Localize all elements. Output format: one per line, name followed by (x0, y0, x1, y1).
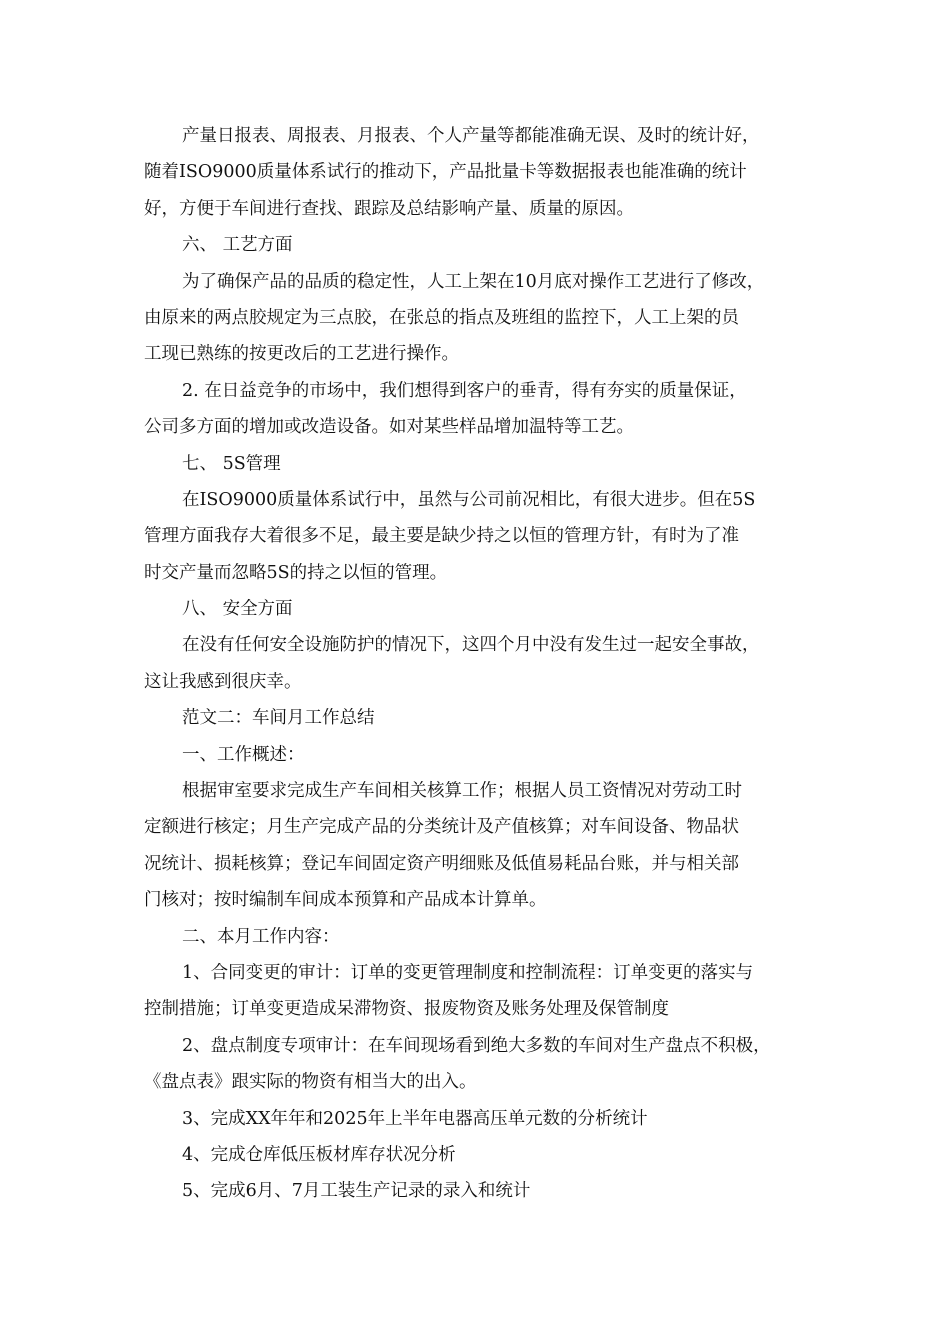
text-line: 范文二：车间月工作总结 (182, 708, 375, 729)
text-line: 一、工作概述： (182, 744, 305, 765)
text-line: 由原来的两点胶规定为三点胶，在张总的指点及班组的监控下，人工上架的员 (144, 307, 739, 328)
text-line: 好，方便于车间进行查找、跟踪及总结影响产量、质量的原因。 (144, 198, 634, 219)
text-line: 1、合同变更的审计：订单的变更管理制度和控制流程：订单变更的落实与 (182, 962, 754, 983)
text-line: 公司多方面的增加或改造设备。如对某些样品增加温特等工艺。 (144, 417, 634, 438)
text-line: 门核对；按时编制车间成本预算和产品成本计算单。 (144, 890, 547, 911)
document-body (144, 118, 816, 1210)
text-line: 随着ISO9000质量体系试行的推动下，产品批量卡等数据报表也能准确的统计 (144, 162, 747, 183)
text-line: 3、完成XX年年和2025年上半年电器高压单元数的分析统计 (182, 1108, 648, 1129)
text-line: 定额进行核定；月生产完成产品的分类统计及产值核算；对车间设备、物品状 (144, 817, 739, 838)
text-line: 六、 工艺方面 (182, 235, 293, 256)
text-line: 在ISO9000质量体系试行中，虽然与公司前况相比，有很大进步。但在5S (182, 489, 756, 510)
text-line: 工现已熟练的按更改后的工艺进行操作。 (144, 344, 459, 365)
text-line: 2. 在日益竞争的市场中，我们想得到客户的垂青，得有夯实的质量保证， (182, 380, 747, 401)
text-line: 《盘点表》跟实际的物资有相当大的出入。 (144, 1072, 477, 1093)
text-line: 况统计、损耗核算；登记车间固定资产明细账及低值易耗品台账，并与相关部 (144, 853, 739, 874)
text-line: 管理方面我存大着很多不足，最主要是缺少持之以恒的管理方针，有时为了准 (144, 526, 739, 547)
text-line: 2、盘点制度专项审计：在车间现场看到绝大多数的车间对生产盘点不积极， (182, 1035, 771, 1056)
text-line: 时交产量而忽略5S的持之以恒的管理。 (144, 562, 448, 583)
text-line: 产量日报表、周报表、月报表、个人产量等都能准确无误、及时的统计好， (182, 126, 760, 146)
text-line: 在没有任何安全设施防护的情况下，这四个月中没有发生过一起安全事故， (182, 635, 760, 656)
text-line: 控制措施；订单变更造成呆滞物资、报废物资及账务处理及保管制度 (144, 999, 669, 1020)
text-line: 4、完成仓库低压板材库存状况分析 (182, 1144, 456, 1165)
text-line: 为了确保产品的品质的稳定性，人工上架在10月底对操作工艺进行了修改， (182, 271, 765, 292)
text-line: 二、本月工作内容： (182, 926, 340, 947)
text-line: 八、 安全方面 (182, 599, 293, 620)
text-line: 七、 5S管理 (182, 453, 281, 474)
text-line: 这让我感到很庆幸。 (144, 671, 302, 692)
text-line: 5、完成6月、7月工装生产记录的录入和统计 (182, 1181, 531, 1202)
text-line: 根据审室要求完成生产车间相关核算工作；根据人员工资情况对劳动工时 (182, 781, 742, 802)
